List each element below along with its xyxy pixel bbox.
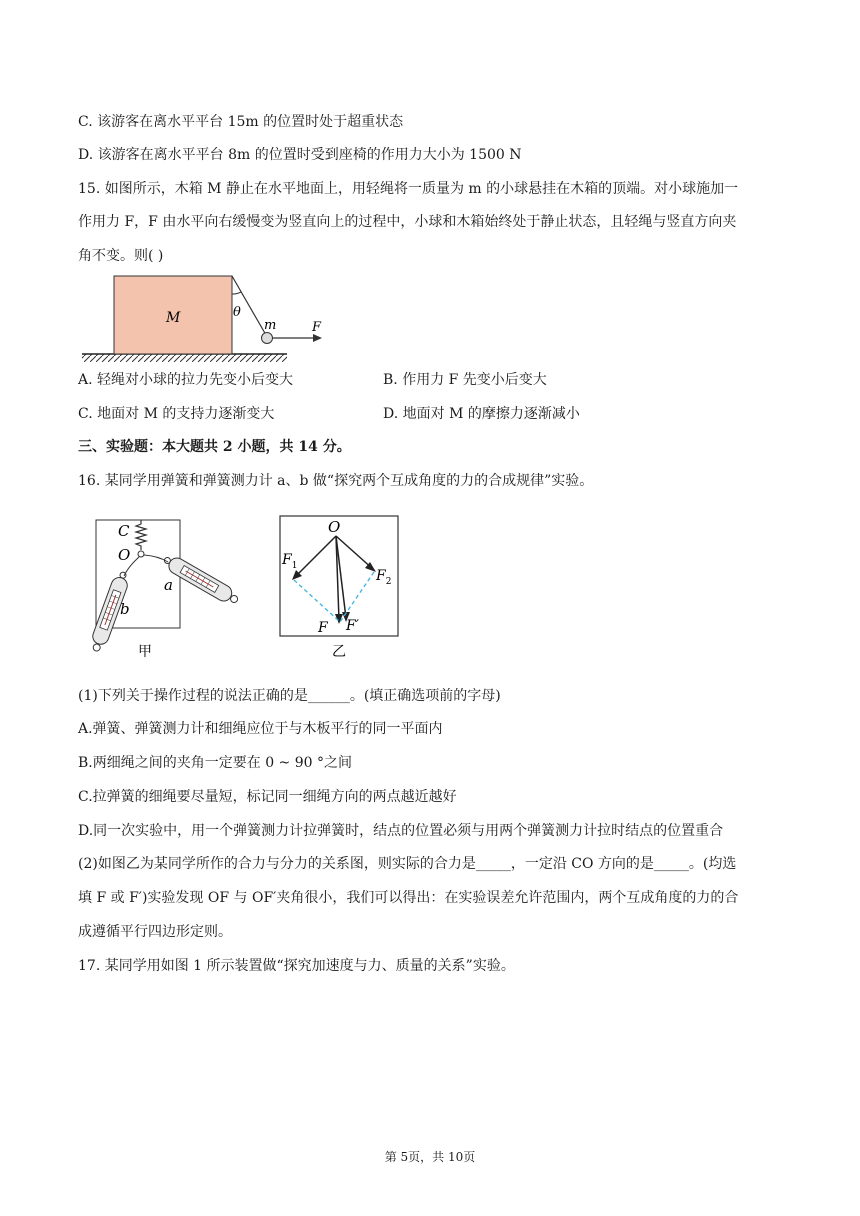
q16-part1: (1)下列关于操作过程的说法正确的是______。(填正确选项前的字母) [78,688,501,704]
angle-label: θ [233,305,241,320]
angle-arc [232,292,241,294]
q15-option-d: D. 地面对 M 的摩擦力逐渐减小 [383,406,580,422]
q16-part2-line1: (2)如图乙为某同学所作的合力与分力的关系图，则实际的合力是_____，一定沿 CO 方向的是_____。(均选 [78,856,737,872]
q15-option-a: A. 轻绳对小球的拉力先变小后变大 [78,372,294,388]
q16-option-c: C.拉弹簧的细绳要尽量短，标记同一细绳方向的两点越近越好 [78,789,457,805]
q16-option-a: A.弹簧、弹簧测力计和细绳应位于与木板平行的同一平面内 [78,721,443,737]
section-3-heading: 三、实验题：本大题共 2 小题，共 14 分。 [78,439,351,455]
yi-label-f-prime: F′ [346,618,359,634]
ground-hatch [82,354,287,362]
yi-label-f: F [318,620,328,636]
q16-part2-line2: 填 F 或 F′)实验发现 OF 与 OF′夹角很小，我们可以得出：在实验误差允许范围内，两个互成角度的力的合 [78,890,739,906]
label-b: b [120,600,130,618]
question-15-line1: 15. 如图所示，木箱 M 静止在水平地面上，用轻绳将一质量为 m 的小球悬挂在木箱的顶端。对小球施加一 [78,181,739,197]
q16-option-d: D.同一次实验中，用一个弹簧测力计拉弹簧时，结点的位置必须与用两个弹簧测力计拉时结点的位置重合 [78,823,724,839]
page-footer: 第 5页，共 10页 [384,1150,476,1164]
label-c: C [118,522,130,540]
ball [262,333,273,344]
force-label: F [312,320,322,335]
yi-label-f1: $F_1$ [282,552,298,571]
box-label: M [166,310,181,326]
q15-option-b: B. 作用力 F 先变小后变大 [383,372,547,388]
q15-option-c: C. 地面对 M 的支持力逐渐变大 [78,406,275,422]
question-17: 17. 某同学用如图 1 所示装置做“探究加速度与力、质量的关系”实验。 [78,958,515,974]
label-o: O [118,546,131,564]
caption-jia: 甲 [138,644,152,660]
question-15-line2: 作用力 F，F 由水平向右缓慢变为竖直向上的过程中，小球和木箱始终处于静止状态，且轻绳与竖直方向夹 [78,214,737,230]
option-c-q14: C. 该游客在离水平平台 15m 的位置时处于超重状态 [78,114,404,130]
yi-label-o: O [328,518,341,536]
question-15-line3: 角不变。则( ) [78,248,164,264]
figure-16-jia [78,512,238,660]
caption-yi: 乙 [332,644,346,660]
figure-16-yi [276,512,406,660]
question-16: 16. 某同学用弹簧和弹簧测力计 a、b 做“探究两个互成角度的力的合成规律”实验。 [78,473,594,489]
option-d-q14: D. 该游客在离水平平台 8m 的位置时受到座椅的作用力大小为 1500 N [78,147,522,163]
ball-label: m [264,318,277,333]
label-a: a [164,576,173,594]
q16-option-b: B.两细绳之间的夹角一定要在 0 ~ 90 °之间 [78,755,352,771]
yi-label-f2: $F_2$ [376,568,392,587]
figure-15-box-ball [78,272,348,364]
force-arrowhead [313,334,322,342]
q16-part2-line3: 成遵循平行四边形定则。 [78,924,232,940]
